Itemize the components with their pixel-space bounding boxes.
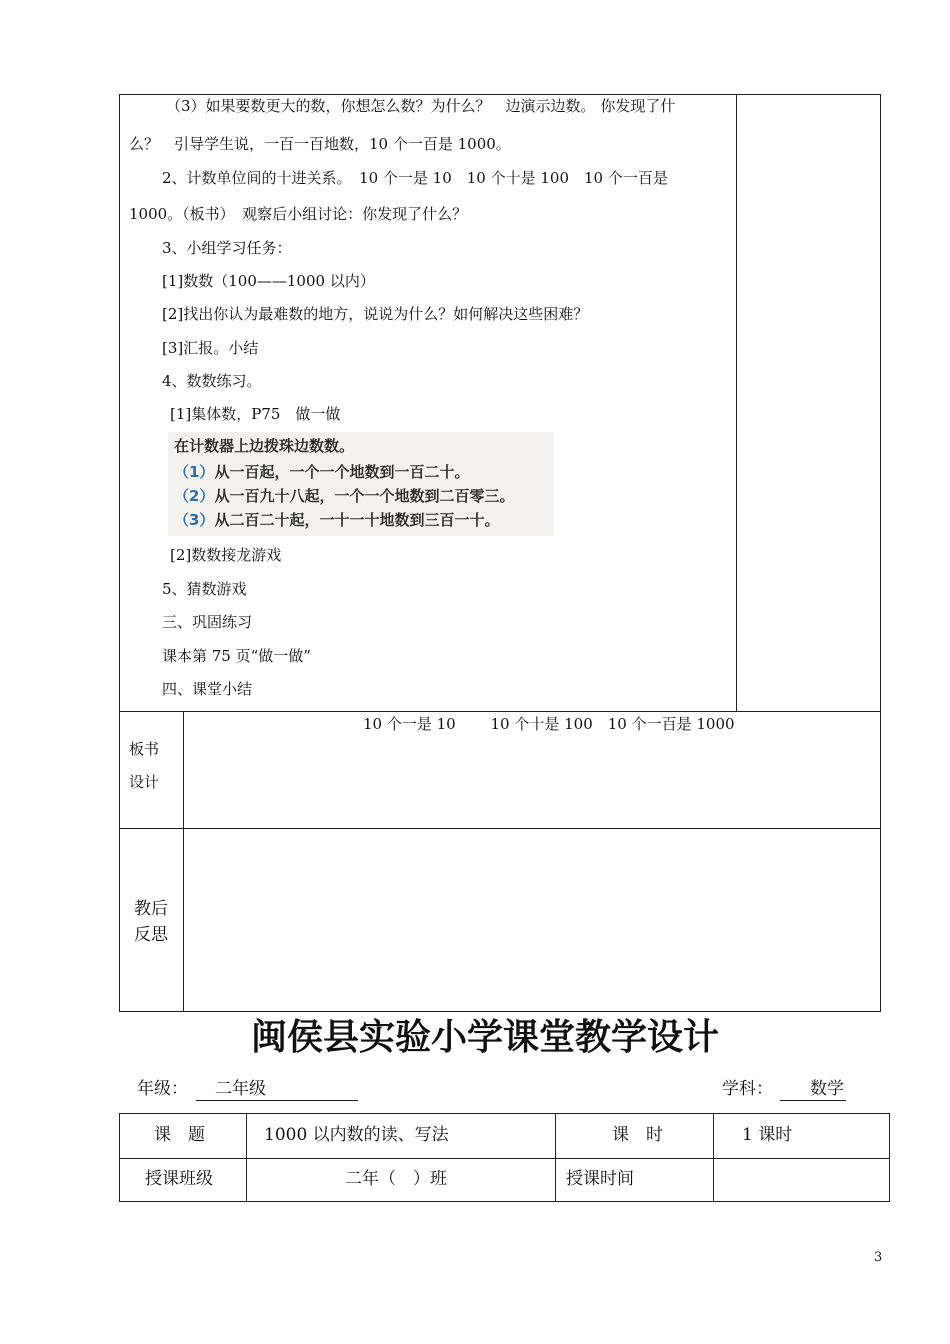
excerpt-instruction: 在计数器上边拨珠边数数。 bbox=[174, 437, 355, 455]
excerpt-item-text: 从一百九十八起，一个一个地数到二百零三。 bbox=[214, 487, 515, 505]
content-line: 4、数数练习。 bbox=[162, 372, 262, 390]
content-line: 5、猜数游戏 bbox=[162, 580, 247, 598]
topic-value: 1000 以内数的读、写法 bbox=[264, 1125, 449, 1145]
subject-value: 数学 bbox=[810, 1079, 844, 1099]
class-label: 授课班级 bbox=[145, 1169, 213, 1189]
hours-value: 1 课时 bbox=[742, 1125, 793, 1145]
reflection-label-1: 教后 bbox=[134, 899, 168, 919]
content-line: 三、巩固练习 bbox=[162, 613, 253, 631]
excerpt-item-text: 从一百起，一个一个地数到一百二十。 bbox=[214, 463, 470, 481]
excerpt-item-number: （2） bbox=[174, 487, 215, 505]
subject-underline bbox=[780, 1100, 846, 1101]
hours-label: 课 时 bbox=[612, 1125, 663, 1145]
page-number: 3 bbox=[874, 1250, 883, 1265]
board-design-content: 10 个一是 10 10 个十是 100 10 个一百是 1000 bbox=[363, 715, 735, 733]
subject-label: 学科： bbox=[722, 1079, 773, 1099]
excerpt-item bbox=[174, 465, 469, 480]
grade-underline bbox=[196, 1100, 358, 1101]
content-line: 2、计数单位间的十进关系。 10 个一是 10 10 个十是 100 10 个一百是 bbox=[162, 169, 668, 187]
excerpt-item-text: 从二百二十起，一十一十地数到三百一十。 bbox=[214, 511, 500, 529]
content-line: 课本第 75 页“做一做” bbox=[162, 647, 311, 665]
excerpt-item bbox=[174, 513, 499, 528]
page-title: 闽侯县实验小学课堂教学设计 bbox=[250, 1017, 719, 1058]
board-design-label-2: 设计 bbox=[129, 773, 160, 791]
topic-label: 课 题 bbox=[154, 1125, 205, 1145]
textbook-excerpt-image bbox=[168, 432, 554, 536]
excerpt-item-number: （1） bbox=[174, 463, 215, 481]
board-design-label-1: 板书 bbox=[129, 740, 160, 758]
time-label: 授课时间 bbox=[566, 1169, 634, 1189]
content-line: [2]找出你认为最难数的地方，说说为什么？如何解决这些困难？ bbox=[162, 305, 589, 323]
content-line: 四、课堂小结 bbox=[162, 680, 253, 698]
content-line: 1000。（板书） 观察后小组讨论：你发现了什么？ bbox=[129, 205, 468, 223]
grade-label: 年级： bbox=[137, 1079, 188, 1099]
reflection-label-2: 反思 bbox=[134, 925, 168, 945]
class-value: 二年（ ）班 bbox=[345, 1169, 447, 1189]
excerpt-item-number: （3） bbox=[174, 511, 215, 529]
content-line: （3）如果要数更大的数，你想怎么数？为什么？ 边演示边数。 你发现了什 bbox=[166, 97, 676, 115]
content-line: 3、小组学习任务： bbox=[162, 239, 292, 257]
grade-value: 二年级 bbox=[215, 1079, 266, 1099]
content-line: [2]数数接龙游戏 bbox=[170, 546, 282, 564]
excerpt-item bbox=[174, 489, 514, 504]
content-line: [3]汇报。小结 bbox=[162, 339, 259, 357]
content-line: [1]集体数，P75 做一做 bbox=[170, 405, 341, 423]
content-line: [1]数数（100——1000 以内） bbox=[162, 272, 375, 290]
content-line: 么？ 引导学生说，一百一百地数，10 个一百是 1000。 bbox=[129, 135, 511, 153]
